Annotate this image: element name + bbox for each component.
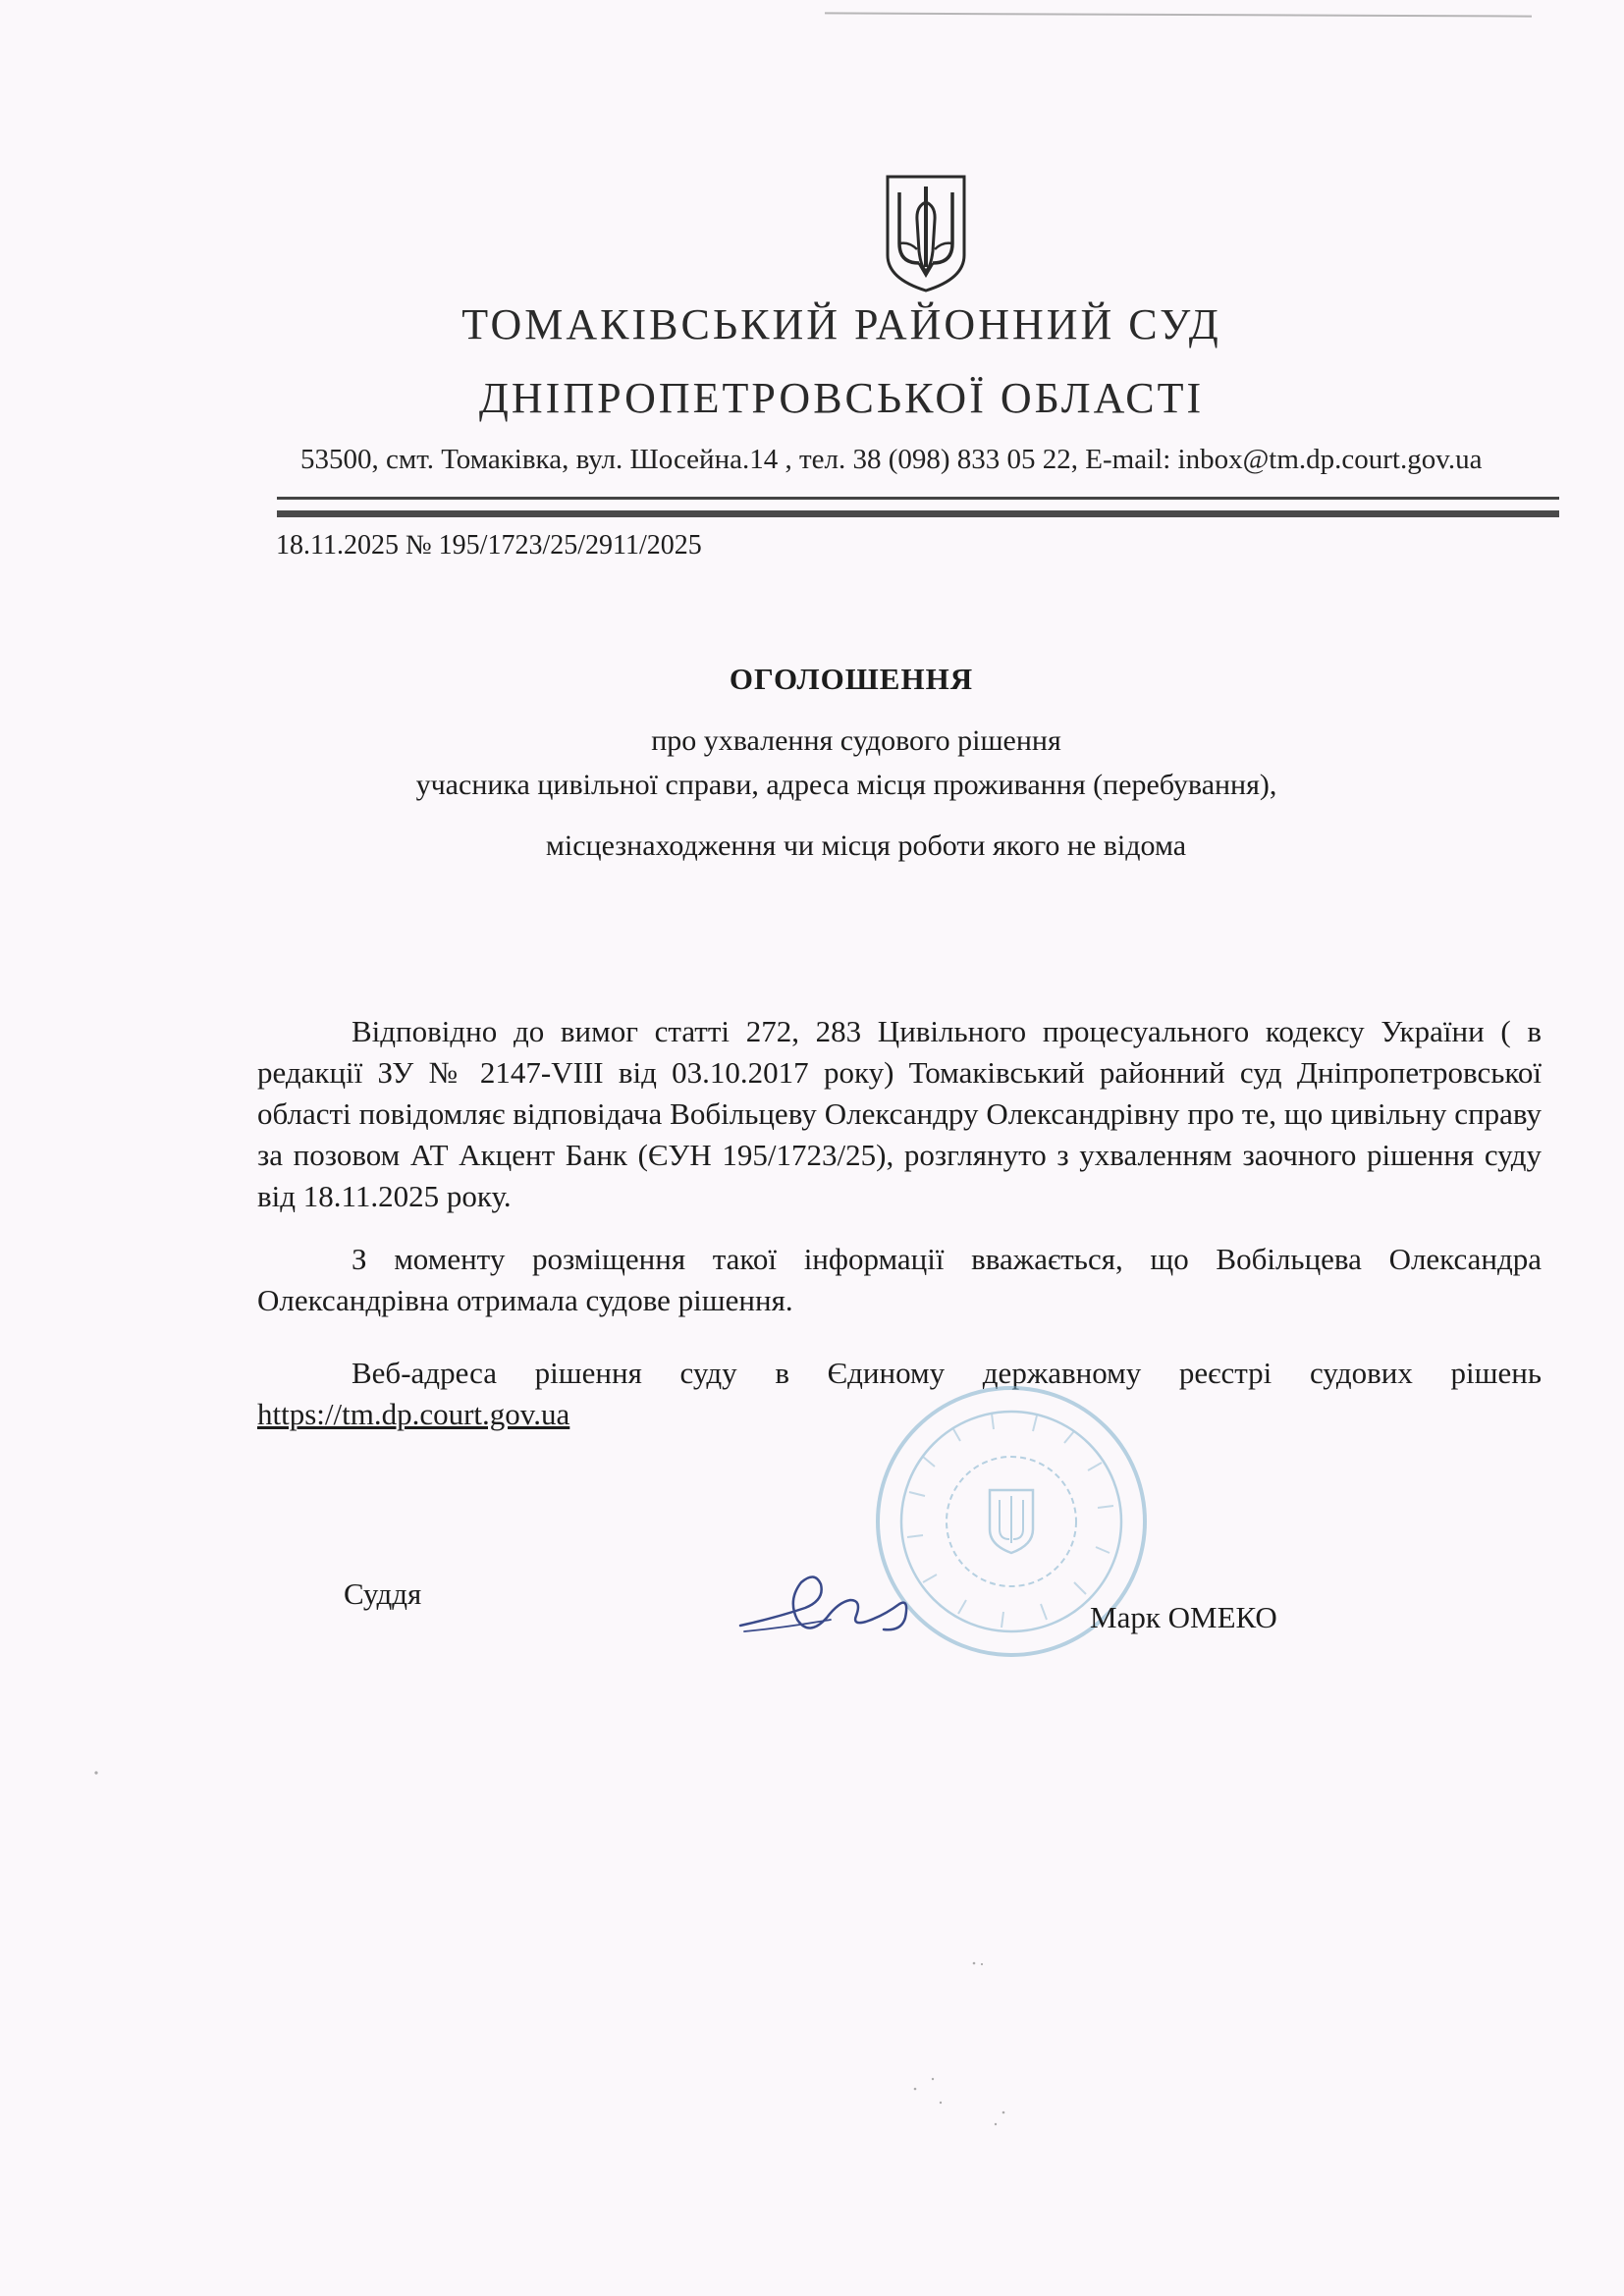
body-paragraph-1: Відповідно до вимог статті 272, 283 Цивільного процесуального кодексу України ( в редакції ЗУ № 2147-VIII від 03.10.2017 року) Томаківський районний суд Дніпропетровської області повідомляє відповідача Вобільцеву Олександру Олександрівну про те, що цивільну справу за позовом АТ Акцент Банк (ЄУН 195/1723/25), розглянуто з ухваленням заочного рішення суду від 18.11.2025 року. <box>257 1014 1542 1213</box>
scan-edge-line <box>825 12 1532 17</box>
court-name-line2: ДНІПРОПЕТРОВСЬКОЇ ОБЛАСТІ <box>478 374 1205 422</box>
header-rule-thick <box>277 510 1559 517</box>
announcement-subtitle-line3: місцезнаходження чи місця роботи якого не відома <box>545 829 1187 862</box>
handwritten-signature <box>736 1561 933 1649</box>
announcement-subtitle-line2: учасника цивільної справи, адреса місця проживання (перебування), <box>415 769 1277 801</box>
registry-text: Веб-адреса рішення суду в Єдиному державному реєстрі судових рішень <box>352 1356 1542 1390</box>
announcement-title: ОГОЛОШЕННЯ <box>729 662 974 696</box>
court-address: 53500, смт. Томаківка, вул. Шосейна.14 , тел. 38 (098) 833 05 22, E-mail: inbox@tm.dp.court.gov.ua <box>300 444 1483 475</box>
judge-label: Суддя <box>344 1576 422 1611</box>
registry-link[interactable]: https://tm.dp.court.gov.ua <box>257 1397 570 1431</box>
header-rule-thin <box>277 497 1559 500</box>
court-name-line1: ТОМАКІВСЬКИЙ РАЙОННИЙ СУД <box>461 300 1221 348</box>
judge-name: Марк ОМЕКО <box>1090 1600 1277 1634</box>
announcement-subtitle-line1: про ухвалення судового рішення <box>651 724 1061 757</box>
trident-coat-of-arms-icon <box>884 173 968 294</box>
document-reference: 18.11.2025 № 195/1723/25/2911/2025 <box>276 530 702 561</box>
body-paragraph-2: З моменту розміщення такої інформації вважається, що Вобільцева Олександра Олександрівна отримала судове рішення. <box>257 1242 1542 1317</box>
